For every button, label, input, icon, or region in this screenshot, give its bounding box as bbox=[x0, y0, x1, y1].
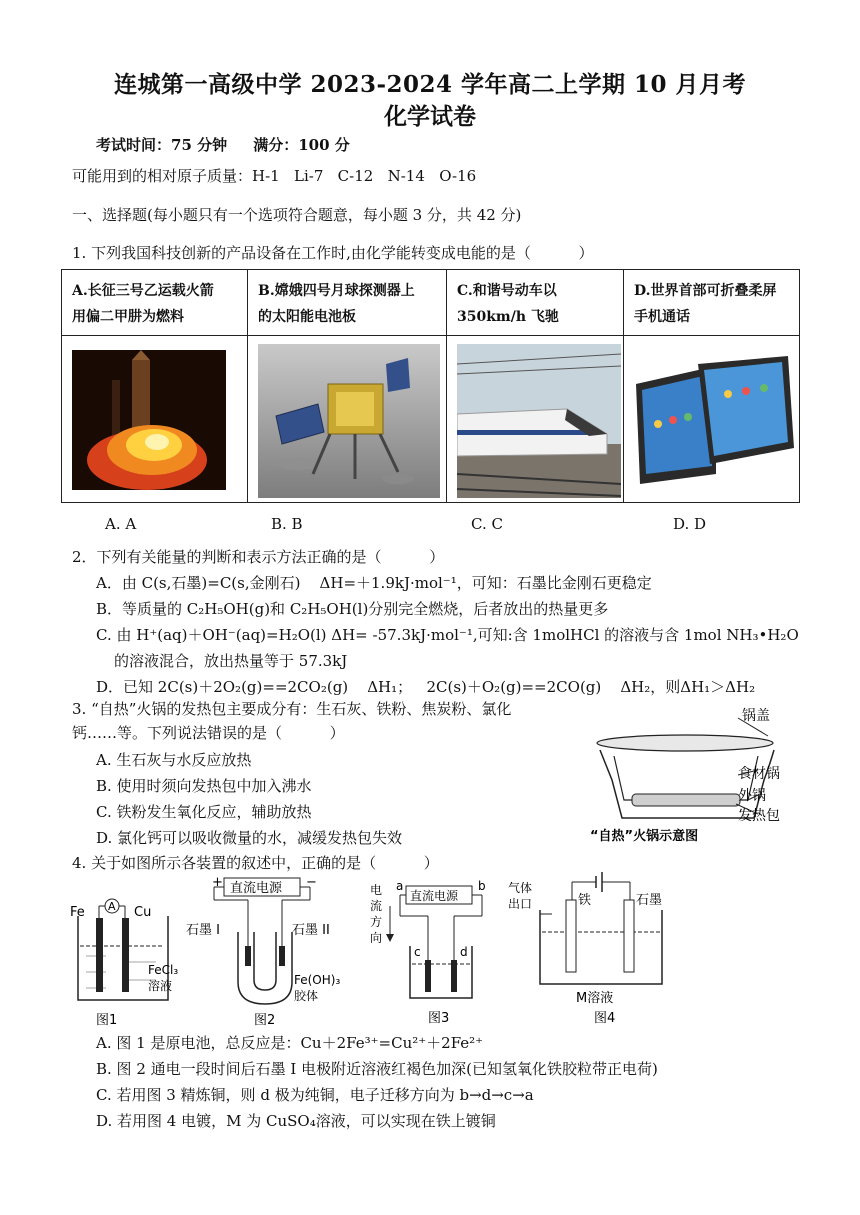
hotpot-caption: “自热”火锅示意图 bbox=[590, 829, 699, 844]
svg-text:电: 电 bbox=[370, 883, 383, 897]
q3-option-a: A. 生石灰与水反应放热 bbox=[96, 751, 252, 769]
fig4-gas-outlet-2: 出口 bbox=[508, 897, 533, 911]
q2-option-c-cont: 的溶液混合，放出热量等于 57.3kJ bbox=[114, 652, 348, 670]
q4-figure-2 bbox=[186, 872, 356, 1028]
q2-option-b: B．等质量的 C₂H₅OH(g)和 C₂H₅OH(l)分别完全燃烧，后者放出的热量更多 bbox=[96, 600, 609, 618]
fig4-caption: 图4 bbox=[594, 1011, 616, 1026]
q1-col-a-header: A.长征三号乙运载火箭 用偏二甲肼为燃料 bbox=[72, 283, 214, 325]
q1-table bbox=[61, 269, 800, 503]
fig2-colloid-label-2: 胶体 bbox=[294, 989, 319, 1003]
fig3-current-direction bbox=[370, 882, 382, 945]
exam-subtitle: 化学试卷 bbox=[384, 103, 476, 130]
q1-col-c-header: C.和谐号动车以 350km/h 飞驰 bbox=[457, 283, 559, 325]
heat-pack-label: 发热包 bbox=[738, 808, 780, 824]
rocket-launch-image bbox=[72, 350, 226, 490]
hotpot-diagram bbox=[588, 700, 798, 850]
section-heading: 一、选择题(每小题只有一个选项符合题意，每小题 3 分，共 42 分) bbox=[72, 206, 522, 224]
q3-option-c: C. 铁粉发生氧化反应，辅助放热 bbox=[96, 803, 312, 821]
fig1-solution-label: FeCl₃ bbox=[148, 963, 179, 977]
lid-label: 锅盖 bbox=[742, 708, 770, 724]
q1-col-d-header: D.世界首部可折叠柔屏 手机通话 bbox=[634, 283, 777, 325]
fig2-caption: 图2 bbox=[254, 1013, 276, 1028]
q2-stem: 2．下列有关能量的判断和表示方法正确的是（ ） bbox=[72, 548, 445, 566]
q1-option-b: B. B bbox=[271, 515, 303, 533]
fig3-terminal-a: a bbox=[396, 879, 404, 893]
q3-option-b: B. 使用时须向发热包中加入沸水 bbox=[96, 777, 312, 795]
fig2-plus: + bbox=[212, 875, 223, 890]
foldable-phone-image bbox=[628, 344, 798, 500]
fig2-minus: − bbox=[306, 875, 317, 890]
q1-option-a: A. A bbox=[105, 515, 137, 533]
fig2-graphite-2: 石墨 II bbox=[292, 923, 330, 938]
q3-stem-cont: 钙……等。下列说法错误的是（ ） bbox=[72, 724, 345, 742]
fig3-power-label: 直流电源 bbox=[410, 889, 459, 903]
fig3-electrode-d: d bbox=[460, 945, 468, 959]
fig4-solution-label: M溶液 bbox=[576, 991, 614, 1006]
ammeter-icon: A bbox=[108, 900, 116, 913]
q4-option-b: B. 图 2 通电一段时间后石墨 I 电极附近溶液红褐色加深(已知氢氧化铁胶粒带正电荷) bbox=[96, 1060, 658, 1078]
svg-text:流: 流 bbox=[370, 899, 383, 913]
q4-option-c: C. 若用图 3 精炼铜，则 d 极为纯铜，电子迁移方向为 b→d→c→a bbox=[96, 1086, 534, 1104]
fig2-power-label: 直流电源 bbox=[230, 881, 283, 896]
q4-figure-1 bbox=[66, 876, 196, 1028]
fig4-gas-outlet: 气体 bbox=[508, 881, 533, 895]
fig4-graphite-label: 石墨 bbox=[636, 893, 663, 908]
q1-option-d: D. D bbox=[673, 515, 707, 533]
q3-stem: 3. “自热”火锅的发热包主要成分有：生石灰、铁粉、焦炭粉、氯化 bbox=[72, 700, 512, 718]
lunar-probe-image bbox=[258, 344, 440, 498]
food-pot-label: 食材锅 bbox=[738, 766, 780, 782]
q2-option-c: C. 由 H⁺(aq)＋OH⁻(aq)=H₂O(l) ΔH= -57.3kJ·mol⁻¹,可知:含 1molHCl 的溶液与含 1mol NH₃•H₂O bbox=[96, 626, 799, 644]
q4-option-a: A. 图 1 是原电池，总反应是：Cu＋2Fe³⁺=Cu²⁺＋2Fe²⁺ bbox=[96, 1034, 484, 1052]
fig4-iron-label: 铁 bbox=[578, 893, 592, 908]
q4-figure-3 bbox=[366, 876, 506, 1028]
fig1-fe-label: Fe bbox=[70, 905, 85, 920]
q4-stem: 4. 关于如图所示各装置的叙述中，正确的是（ ） bbox=[72, 854, 439, 872]
q1-col-b-header: B.嫦娥四号月球探测器上 的太阳能电池板 bbox=[258, 283, 415, 325]
atomic-masses: 可能用到的相对原子质量：H-1 Li-7 C-12 N-14 O-16 bbox=[72, 167, 477, 185]
svg-text:向: 向 bbox=[370, 931, 383, 945]
fig2-graphite-1: 石墨 I bbox=[186, 923, 220, 938]
outer-pot-label: 外锅 bbox=[738, 788, 766, 804]
fig1-solution-label-2: 溶液 bbox=[148, 979, 173, 993]
q3-option-d: D. 氯化钙可以吸收微量的水，减缓发热包失效 bbox=[96, 829, 403, 847]
q1-option-c: C. C bbox=[471, 515, 503, 533]
fig2-colloid-label: Fe(OH)₃ bbox=[294, 973, 341, 987]
q2-option-d: D．已知 2C(s)＋2O₂(g)==2CO₂(g) ΔH₁； 2C(s)＋O₂(g)==2CO(g) ΔH₂，则ΔH₁＞ΔH₂ bbox=[96, 678, 756, 696]
svg-text:方: 方 bbox=[370, 915, 383, 929]
fig1-cu-label: Cu bbox=[134, 905, 152, 920]
q4-option-d: D. 若用图 4 电镀，M 为 CuSO₄溶液，可以实现在铁上镀铜 bbox=[96, 1112, 496, 1130]
q1-stem: 1. 下列我国科技创新的产品设备在工作时,由化学能转变成电能的是（ ） bbox=[72, 244, 594, 262]
exam-title: 连城第一高级中学 2023-2024 学年高二上学期 10 月月考 bbox=[113, 71, 747, 98]
fig1-caption: 图1 bbox=[96, 1013, 118, 1028]
fig3-electrode-c: c bbox=[414, 945, 421, 959]
fig3-caption: 图3 bbox=[428, 1011, 450, 1026]
exam-info: 考试时间：75 分钟 满分：100 分 bbox=[96, 136, 350, 154]
fig3-terminal-b: b bbox=[478, 879, 486, 893]
q4-figure-4 bbox=[506, 868, 696, 1028]
bullet-train-image bbox=[457, 344, 621, 498]
q2-option-a: A．由 C(s,石墨)=C(s,金刚石) ΔH=＋1.9kJ·mol⁻¹，可知：石墨比金刚石更稳定 bbox=[96, 574, 652, 592]
